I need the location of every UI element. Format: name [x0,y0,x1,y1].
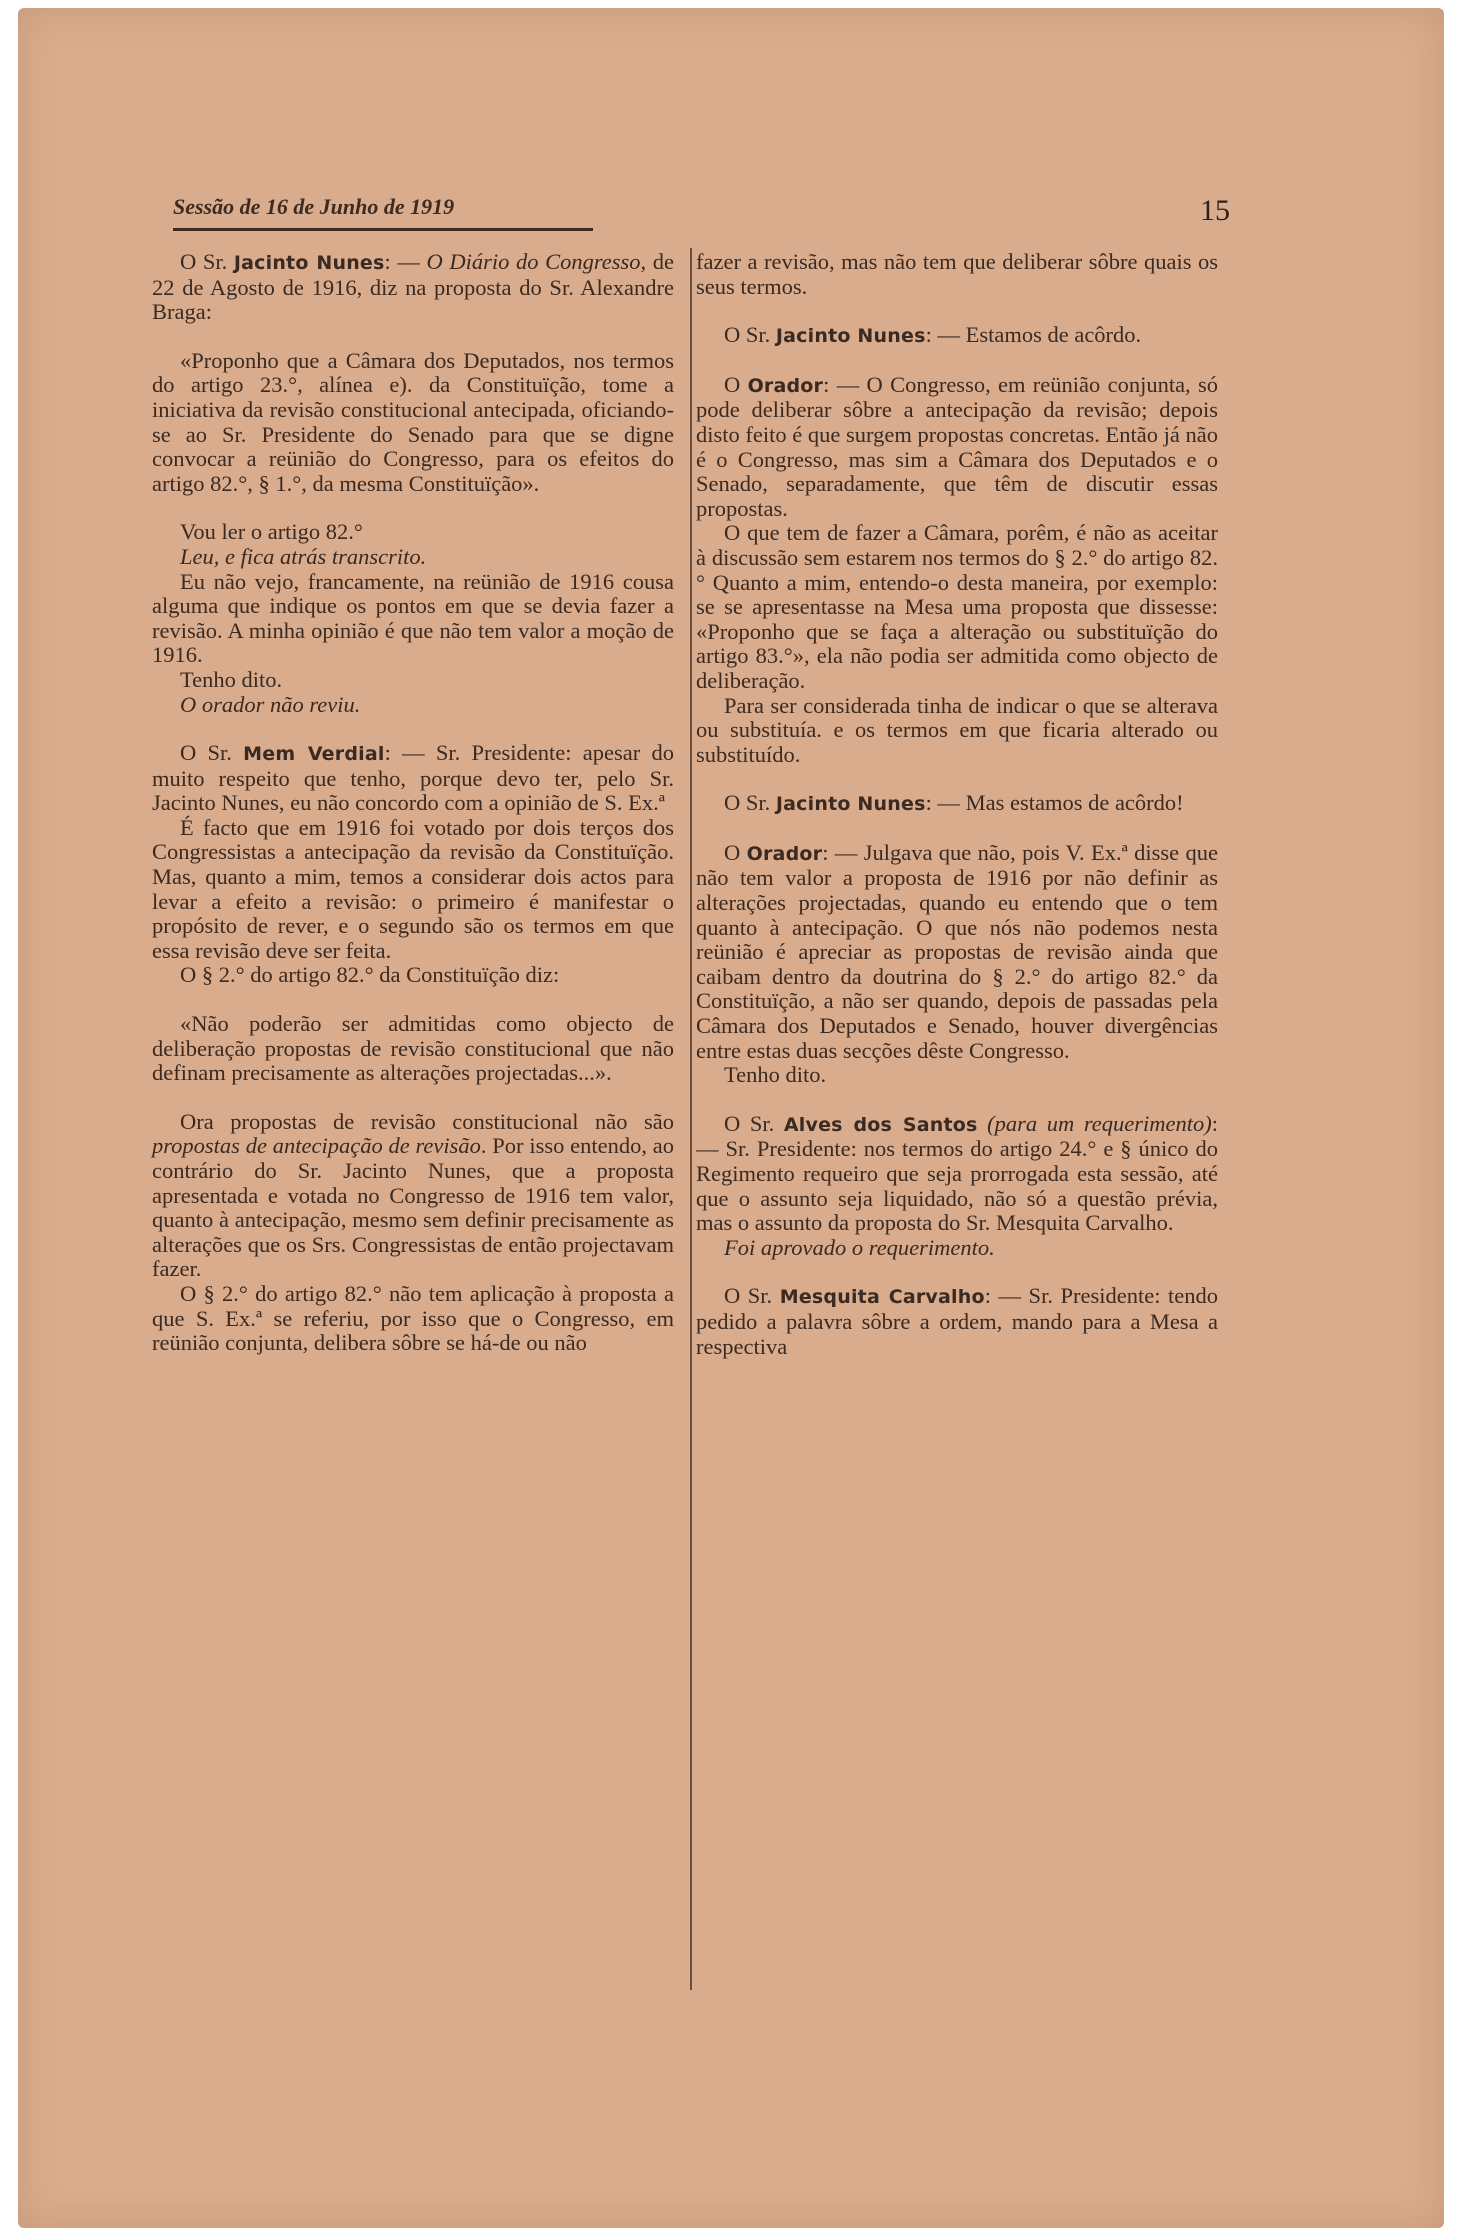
speaker-name: Jacinto Nunes [775,325,926,348]
paragraph: Eu não vejo, francamente, na reünião de 1916 cousa alguma que indique os pontos em que se devia fazer a revisão. A minha opinião é que não tem valor a moção de 1916. [152,568,674,668]
left-column [152,250,674,1356]
column-divider [690,248,692,1990]
paragraph: O § 2.° do artigo 82.° da Constituïção diz: [180,962,560,988]
paragraph: O Sr. Jacinto Nunes: — O Diário do Congresso, de 22 de Agosto de 1916, diz na proposta do Sr. Alexandre Braga: [152,249,674,325]
speaker-name: Jacinto Nunes [233,252,385,274]
paragraph: Vou ler o artigo 82.° [180,519,363,545]
speaker-name: Alves dos Santos [783,1113,978,1136]
quote-paragraph: «Proponho que a Câmara dos Deputados, nos termos do artigo 23.°, alínea e). da Constituïção, tome a iniciativa da revisão constitucional antecipada, oficiando-se ao Sr. Presidente do Senado para que se digne convocar a reünião do Congresso, para os efeitos do artigo 82.°, § 1.°, da mesma Constituïção». [152,347,674,496]
paragraph: Tenho dito. [180,666,283,692]
paragraph: O que tem de fazer a Câmara, porêm, é não as aceitar à discussão sem estarem nos termos do § 2.° do artigo 82.° Quanto a mim, entendo-o desta maneira, por exemplo: se se apresentasse na Mesa uma proposta que dissesse: «Proponho que se faça a alteração ou substituïção do artigo 83.°», ela não podia ser admitida como objecto de deliberação. [696,520,1218,693]
quote-paragraph: «Não poderão ser admitidas como objecto de deliberação propostas de revisão constitucional que não definam precisamente as alterações projectadas...». [152,1011,674,1086]
paragraph: O § 2.° do artigo 82.° não tem aplicação à proposta a que S. Ex.ª se referiu, por isso que o Congresso, em reünião conjunta, delibera sôbre se há-de ou não [152,1280,674,1356]
paragraph: Para ser considerada tinha de indicar o que se alterava ou substituía. e os termos em que ficaria alterado ou substituído. [696,692,1218,767]
paragraph: O Orador: — O Congresso, em reünião conjunta, só pode deliberar sôbre a antecipação da revisão; depois disto feito é que surgem propostas concretas. Então já não é o Congresso, mas sim a Câmara dos Deputados e o Senado, separadamente, que têm de discutir essas propostas. [696,371,1218,521]
page-number: 15 [1200,194,1230,227]
running-head: Sessão de 16 de Junho de 1919 [173,194,593,231]
speaker-name: Mem Verdial [243,743,385,766]
paragraph: Tenho dito. [724,1062,827,1088]
paragraph: O Sr. Jacinto Nunes: — Estamos de acôrdo. [724,322,1142,348]
paragraph: O Sr. Alves dos Santos (para um requerimento): — Sr. Presidente: nos termos do artigo 24.° e § único do Regimento requeiro que seja prorrogada esta sessão, até que o assunto seja liquidado, não só a questão prévia, mas o assunto da proposta do Sr. Mesquita Carvalho. [696,1110,1218,1236]
paragraph: O Sr. Jacinto Nunes: — Mas estamos de acôrdo! [724,790,1184,816]
stage-direction: O orador não reviu. [180,691,361,717]
paragraph: Ora propostas de revisão constitucional não são propostas de antecipação de revisão. Por isso entendo, ao contrário do Sr. Jacinto Nunes, que a proposta apresentada e votada no Congresso de 1916 tem valor, quanto à antecipação, mesmo sem definir precisamente as alterações que os Srs. Congressistas de então projectavam fazer. [152,1108,674,1282]
paragraph: O Sr. Mesquita Carvalho: — Sr. Presidente: tendo pedido a palavra sôbre a ordem, mando para a Mesa a respectiva [696,1283,1218,1359]
speaker-name: Mesquita Carvalho [779,1286,985,1309]
paragraph: O Sr. Mem Verdial: — Sr. Presidente: apesar do muito respeito que tenho, porque devo ter, pelo Sr. Jacinto Nunes, eu não concordo com a opinião de S. Ex.ª [152,740,674,816]
paragraph: É facto que em 1916 foi votado por dois terços dos Congressistas a antecipação da revisão da Constituïção. Mas, quanto a mim, temos a considerar dois actos para levar a efeito a revisão: o primeiro é manifestar o propósito de rever, e o segundo são os termos em que essa revisão deve ser feita. [152,814,674,963]
stage-direction: Foi aprovado o requerimento. [724,1234,995,1260]
paragraph: O Orador: — Julgava que não, pois V. Ex.ª disse que não tem valor a proposta de 1916 por não definir as alterações projectadas, quando eu entendo que o tem quanto à antecipação. O que nós não podemos nesta reünião é apreciar as propostas de revisão ainda que caibam dentro da doutrina do § 2.° do artigo 82.° da Constituïção, a não ser quando, depois de passadas pela Câmara dos Deputados e Senado, houver divergências entre estas duas secções dêste Congresso. [696,839,1219,1063]
right-column [696,250,1218,1359]
speaker-name: Orador [747,374,824,397]
stage-direction: Leu, e fica atrás transcrito. [180,543,427,569]
speaker-name: Orador [746,842,823,865]
speaker-name: Jacinto Nunes [775,793,926,816]
paragraph: fazer a revisão, mas não tem que deliberar sôbre quais os seus termos. [696,249,1218,299]
